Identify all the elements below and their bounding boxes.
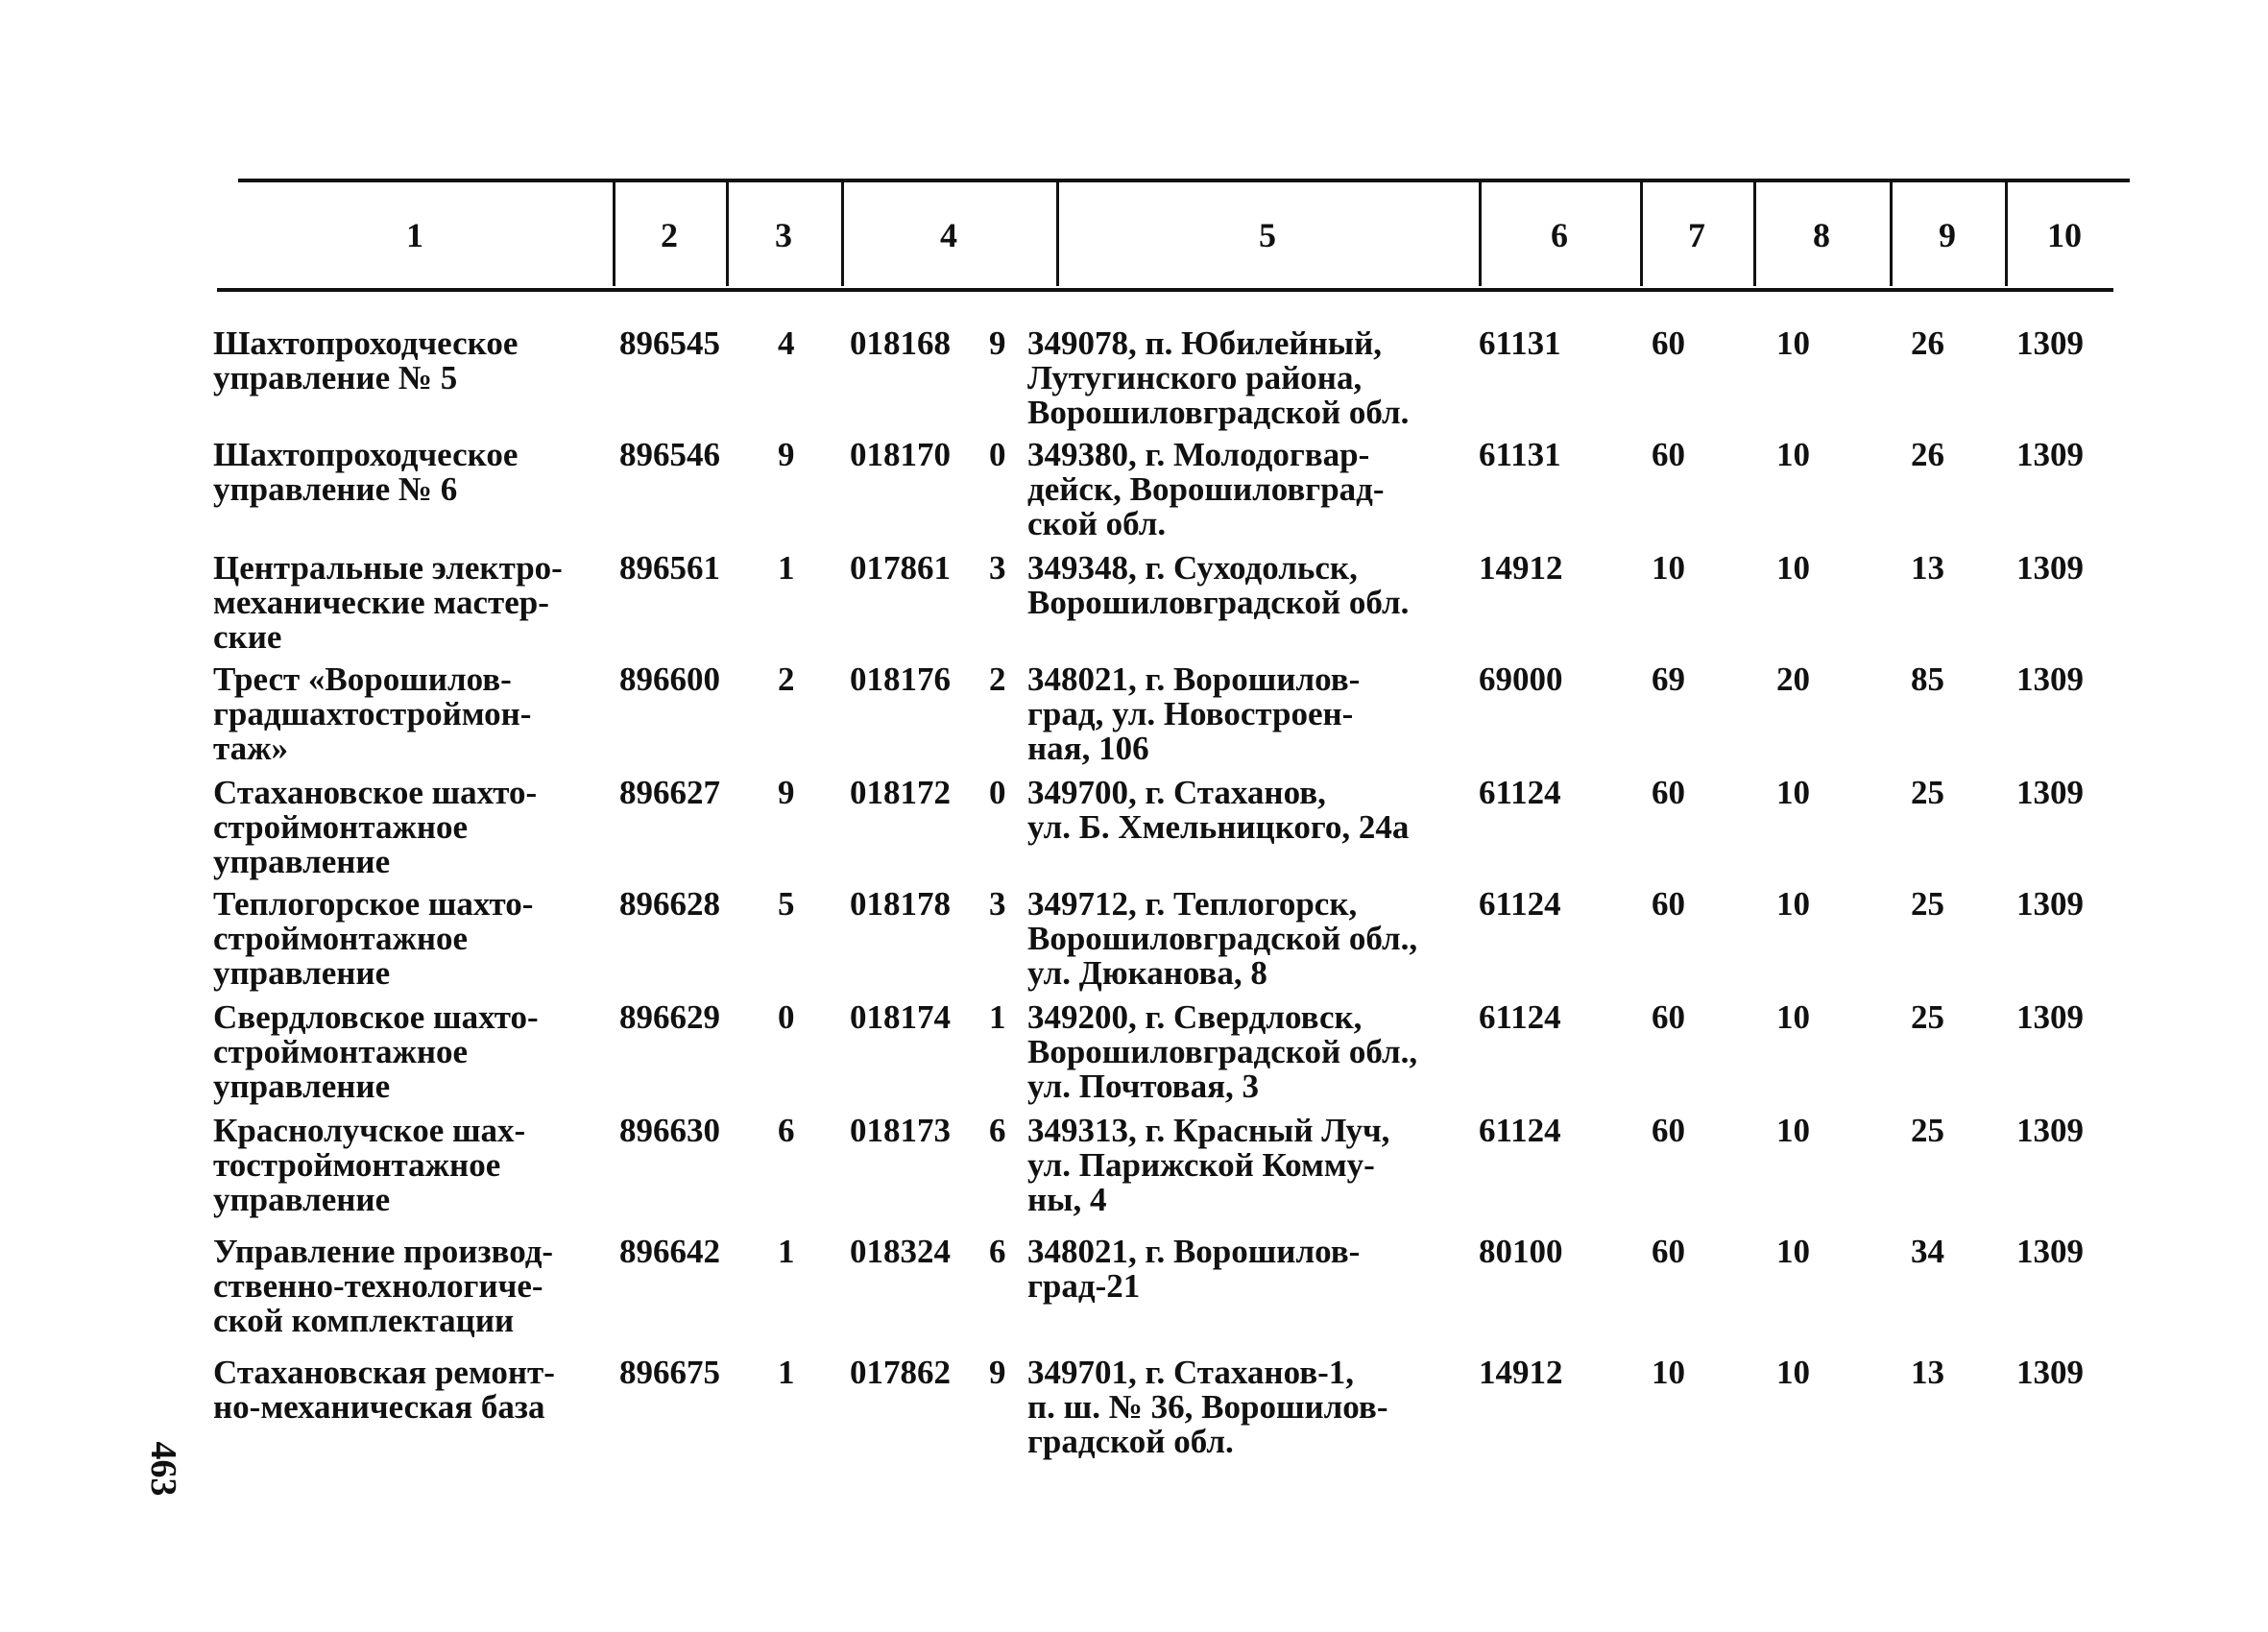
address-line: 348021, г. Ворошилов-	[1027, 1233, 1361, 1270]
value-col-9: 25	[1911, 885, 1944, 923]
address-line: Лутугинского района,	[1027, 359, 1363, 396]
value-col-6: 80100	[1479, 1233, 1563, 1270]
value-col-10: 1309	[2016, 1233, 2084, 1270]
value-col-8: 10	[1776, 885, 1810, 923]
address-line: град-21	[1027, 1267, 1141, 1305]
code-col-3: 6	[778, 1112, 795, 1149]
code-col-3: 4	[778, 324, 795, 362]
address-line: Ворошиловградской обл.,	[1027, 920, 1418, 957]
header-col-10: 10	[2047, 216, 2082, 254]
page-number: 463	[143, 1441, 183, 1497]
value-col-10: 1309	[2016, 436, 2084, 473]
organization-name	[213, 1000, 588, 1104]
value-col-8: 20	[1776, 660, 1810, 698]
value-col-8: 10	[1776, 1354, 1810, 1391]
address	[1027, 776, 1469, 845]
name-line: Краснолучское шах-	[213, 1112, 526, 1149]
name-line: управление № 6	[213, 470, 458, 508]
name-line: Шахтопроходческое	[213, 436, 519, 473]
code-col-3: 1	[778, 1233, 795, 1270]
address-line: ная, 106	[1027, 730, 1149, 767]
value-col-10: 1309	[2016, 885, 2084, 923]
address-line: ул. Б. Хмельницкого, 24а	[1027, 808, 1410, 846]
value-col-7: 10	[1652, 1354, 1685, 1391]
header-bottom-rule	[217, 288, 2113, 292]
name-line: управление	[213, 954, 391, 992]
code-col-2: 896675	[619, 1354, 720, 1391]
value-col-8: 10	[1776, 998, 1810, 1036]
value-col-7: 60	[1652, 774, 1685, 811]
organization-name	[213, 551, 588, 655]
address-line: 349348, г. Суходольск,	[1027, 549, 1358, 587]
code-col-2: 896545	[619, 324, 720, 362]
value-col-9: 26	[1911, 436, 1944, 473]
header-col-6: 6	[1551, 216, 1568, 254]
value-col-9: 26	[1911, 324, 1944, 362]
organization-name	[213, 1356, 588, 1425]
address	[1027, 1114, 1469, 1217]
address	[1027, 887, 1469, 991]
organization-name	[213, 1114, 588, 1217]
address-line: Ворошиловградской обл.,	[1027, 1033, 1418, 1070]
organization-name	[213, 887, 588, 991]
value-col-10: 1309	[2016, 324, 2084, 362]
address	[1027, 1356, 1469, 1459]
code-col-3: 9	[778, 436, 795, 473]
value-col-10: 1309	[2016, 998, 2084, 1036]
value-col-10: 1309	[2016, 774, 2084, 811]
value-col-9: 25	[1911, 998, 1944, 1036]
header-col-1: 1	[406, 216, 423, 254]
address-line: 349313, г. Красный Луч,	[1027, 1112, 1390, 1149]
address-line: 349701, г. Стаханов-1,	[1027, 1354, 1355, 1391]
code-col-4-check: 1	[989, 998, 1006, 1036]
value-col-8: 10	[1776, 1112, 1810, 1149]
code-col-4-check: 0	[989, 436, 1006, 473]
name-line: строймонтажное	[213, 920, 469, 957]
name-line: управление	[213, 1181, 391, 1218]
value-col-6: 14912	[1479, 1354, 1563, 1391]
address-line: 349380, г. Молодогвар-	[1027, 436, 1370, 473]
header-col-4: 4	[940, 216, 957, 254]
code-col-2: 896642	[619, 1233, 720, 1270]
value-col-9: 85	[1911, 660, 1944, 698]
value-col-8: 10	[1776, 324, 1810, 362]
name-line: Стахановское шахто-	[213, 774, 538, 811]
code-col-4-check: 9	[989, 324, 1006, 362]
name-line: ской комплектации	[213, 1302, 515, 1339]
value-col-10: 1309	[2016, 1354, 2084, 1391]
organization-name	[213, 776, 588, 879]
address-line: 349700, г. Стаханов,	[1027, 774, 1326, 811]
code-col-3: 0	[778, 998, 795, 1036]
code-col-4: 017861	[850, 549, 951, 587]
code-col-4: 018173	[850, 1112, 951, 1149]
value-col-6: 61131	[1479, 324, 1561, 362]
value-col-7: 60	[1652, 324, 1685, 362]
value-col-9: 13	[1911, 1354, 1944, 1391]
code-col-3: 1	[778, 549, 795, 587]
code-col-2: 896561	[619, 549, 720, 587]
code-col-4: 018178	[850, 885, 951, 923]
code-col-4-check: 6	[989, 1112, 1006, 1149]
table-header	[217, 182, 2128, 288]
value-col-9: 25	[1911, 1112, 1944, 1149]
value-col-6: 61124	[1479, 774, 1561, 811]
value-col-9: 25	[1911, 774, 1944, 811]
value-col-6: 61131	[1479, 436, 1561, 473]
name-line: механические мастер-	[213, 584, 549, 621]
value-col-6: 61124	[1479, 998, 1561, 1036]
value-col-6: 14912	[1479, 549, 1563, 587]
code-col-3: 1	[778, 1354, 795, 1391]
name-line: градшахтостроймон-	[213, 695, 532, 732]
value-col-10: 1309	[2016, 549, 2084, 587]
value-col-6: 69000	[1479, 660, 1563, 698]
value-col-7: 60	[1652, 436, 1685, 473]
address-line: ул. Парижской Комму-	[1027, 1146, 1375, 1184]
address	[1027, 662, 1469, 766]
code-col-4: 018174	[850, 998, 951, 1036]
address-line: град, ул. Новостроен-	[1027, 695, 1354, 732]
code-col-2: 896546	[619, 436, 720, 473]
value-col-7: 60	[1652, 885, 1685, 923]
code-col-4: 018176	[850, 660, 951, 698]
value-col-7: 69	[1652, 660, 1685, 698]
address-line: градской обл.	[1027, 1423, 1234, 1460]
name-line: Свердловское шахто-	[213, 998, 539, 1036]
address-line: 349200, г. Свердловск,	[1027, 998, 1363, 1036]
value-col-7: 60	[1652, 1112, 1685, 1149]
address	[1027, 1235, 1469, 1304]
address	[1027, 1000, 1469, 1104]
header-col-8: 8	[1813, 216, 1830, 254]
code-col-4: 018324	[850, 1233, 951, 1270]
name-line: ские	[213, 618, 282, 656]
value-col-8: 10	[1776, 774, 1810, 811]
code-col-2: 896630	[619, 1112, 720, 1149]
code-col-4: 017862	[850, 1354, 951, 1391]
address-line: ской обл.	[1027, 505, 1167, 542]
address-line: дейск, Ворошиловград-	[1027, 470, 1385, 508]
organization-name	[213, 1235, 588, 1338]
address-line: ул. Почтовая, 3	[1027, 1068, 1260, 1105]
name-line: тостроймонтажное	[213, 1146, 501, 1184]
code-col-4-check: 3	[989, 885, 1006, 923]
name-line: Стахановская ремонт-	[213, 1354, 555, 1391]
name-line: управление	[213, 843, 391, 880]
value-col-8: 10	[1776, 549, 1810, 587]
address-line: Ворошиловградской обл.	[1027, 584, 1410, 621]
address-line: Ворошиловградской обл.	[1027, 394, 1410, 431]
code-col-3: 9	[778, 774, 795, 811]
code-col-4-check: 0	[989, 774, 1006, 811]
value-col-6: 61124	[1479, 1112, 1561, 1149]
value-col-6: 61124	[1479, 885, 1561, 923]
code-col-4-check: 9	[989, 1354, 1006, 1391]
organization-name	[213, 438, 588, 507]
code-col-4-check: 3	[989, 549, 1006, 587]
name-line: строймонтажное	[213, 1033, 469, 1070]
name-line: ственно-технологиче-	[213, 1267, 543, 1305]
code-col-2: 896629	[619, 998, 720, 1036]
code-col-3: 5	[778, 885, 795, 923]
organization-name	[213, 326, 588, 396]
code-col-2: 896627	[619, 774, 720, 811]
value-col-7: 60	[1652, 1233, 1685, 1270]
value-col-10: 1309	[2016, 660, 2084, 698]
organization-name	[213, 662, 588, 766]
name-line: строймонтажное	[213, 808, 469, 846]
address	[1027, 438, 1469, 541]
name-line: таж»	[213, 730, 288, 767]
header-col-5: 5	[1259, 216, 1276, 254]
address	[1027, 326, 1469, 430]
code-col-4: 018168	[850, 324, 951, 362]
code-col-4-check: 2	[989, 660, 1006, 698]
address-line: п. ш. № 36, Ворошилов-	[1027, 1388, 1388, 1426]
address-line: 349078, п. Юбилейный,	[1027, 324, 1382, 362]
code-col-4-check: 6	[989, 1233, 1006, 1270]
name-line: Центральные электро-	[213, 549, 563, 587]
name-line: но-механическая база	[213, 1388, 545, 1426]
header-col-7: 7	[1688, 216, 1705, 254]
address-line: 349712, г. Теплогорск,	[1027, 885, 1358, 923]
code-col-4: 018172	[850, 774, 951, 811]
header-col-9: 9	[1939, 216, 1956, 254]
code-col-3: 2	[778, 660, 795, 698]
name-line: Трест «Ворошилов-	[213, 660, 512, 698]
value-col-8: 10	[1776, 436, 1810, 473]
address-line: ны, 4	[1027, 1181, 1107, 1218]
value-col-10: 1309	[2016, 1112, 2084, 1149]
value-col-8: 10	[1776, 1233, 1810, 1270]
header-col-2: 2	[661, 216, 678, 254]
name-line: управление	[213, 1068, 391, 1105]
value-col-9: 13	[1911, 549, 1944, 587]
value-col-7: 60	[1652, 998, 1685, 1036]
address-line: ул. Дюканова, 8	[1027, 954, 1267, 992]
code-col-2: 896600	[619, 660, 720, 698]
name-line: Теплогорское шахто-	[213, 885, 534, 923]
name-line: управление № 5	[213, 359, 458, 396]
code-col-4: 018170	[850, 436, 951, 473]
address	[1027, 551, 1469, 620]
header-col-3: 3	[775, 216, 792, 254]
address-line: 348021, г. Ворошилов-	[1027, 660, 1361, 698]
code-col-2: 896628	[619, 885, 720, 923]
name-line: Управление производ-	[213, 1233, 554, 1270]
value-col-9: 34	[1911, 1233, 1944, 1270]
name-line: Шахтопроходческое	[213, 324, 519, 362]
value-col-7: 10	[1652, 549, 1685, 587]
